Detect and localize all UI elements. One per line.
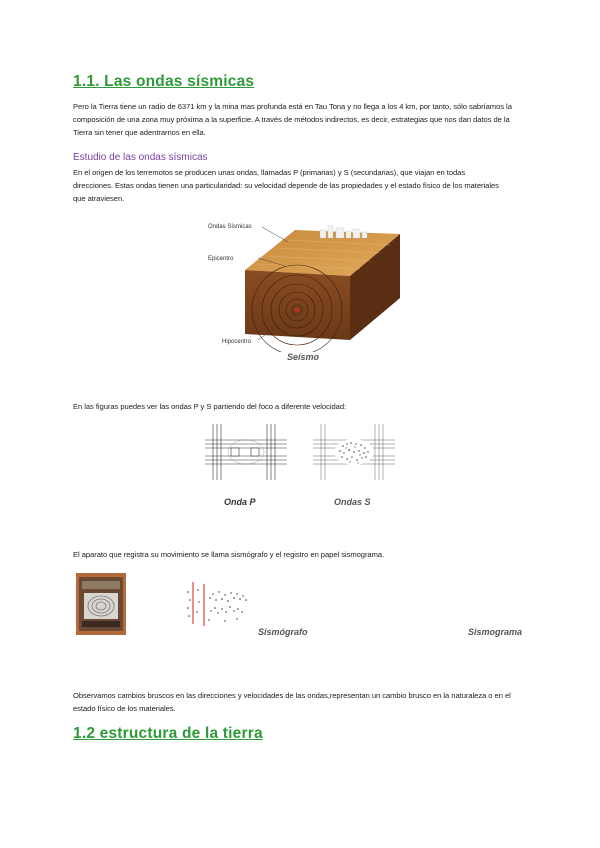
label-ondas-sismicas: Ondas Sísmicas [208,224,252,230]
subsection-paragraph: En el origen de los terremotos se producen unas ondas, llamadas P (primarias) y S (secundarias), que viajan en todas direcciones. Estas ondas tienen una particularidad: su velocidad depende de las propiedades y el estado físico de los materiales que atraviesen. [73,168,499,203]
caption-ondas-s: Ondas S [334,497,371,507]
sismograma-trace [185,580,255,630]
hypocenter-dot [295,308,299,312]
caption-sismograma: Sismograma [468,627,523,637]
label-epicentro: Epicentro [208,256,234,262]
caption-sismografo: Sismógrafo [258,627,308,637]
section-title-ondas-sismicas: 1.1. Las ondas sísmicas [73,73,255,90]
section-title-estructura: 1.2 estructura de la tierra [73,725,263,742]
seismo-illustration [200,212,400,352]
ondas-s-figure [313,424,395,480]
onda-p-figure [205,424,287,480]
seismograph-paragraph: El aparato que registra su movimiento se llama sismógrafo y el registro en papel sismograma. [73,550,385,559]
caption-seismo: Seísmo [287,352,320,362]
caption-onda-p: Onda P [224,497,256,507]
waves-intro: En las figuras puedes ver las ondas P y S partiendo del foco a diferente velocidad: [73,402,347,411]
subsection-title: Estudio de las ondas sísmicas [73,152,208,163]
intro-paragraph: Pero la Tierra tiene un radio de 6371 km y la mina mas profunda está en Tau Tona y no llega a los 4 km, por tanto, sólo sabríamos la composición de una zona muy próxima a la superficie. A través de métodos indirectos, es decir, estrategias que nos dan datos de la Tierra sin tener que adentrarnos en ella. [73,102,512,137]
conclusion-paragraph: Observamos cambios bruscos en las direcciones y velocidades de las ondas,representan un cambio brusco en la naturaleza o en el estado físico de los materiales. [73,691,511,713]
sismografo-photo [76,573,126,635]
label-hipocentro: Hipocentro [222,339,252,345]
